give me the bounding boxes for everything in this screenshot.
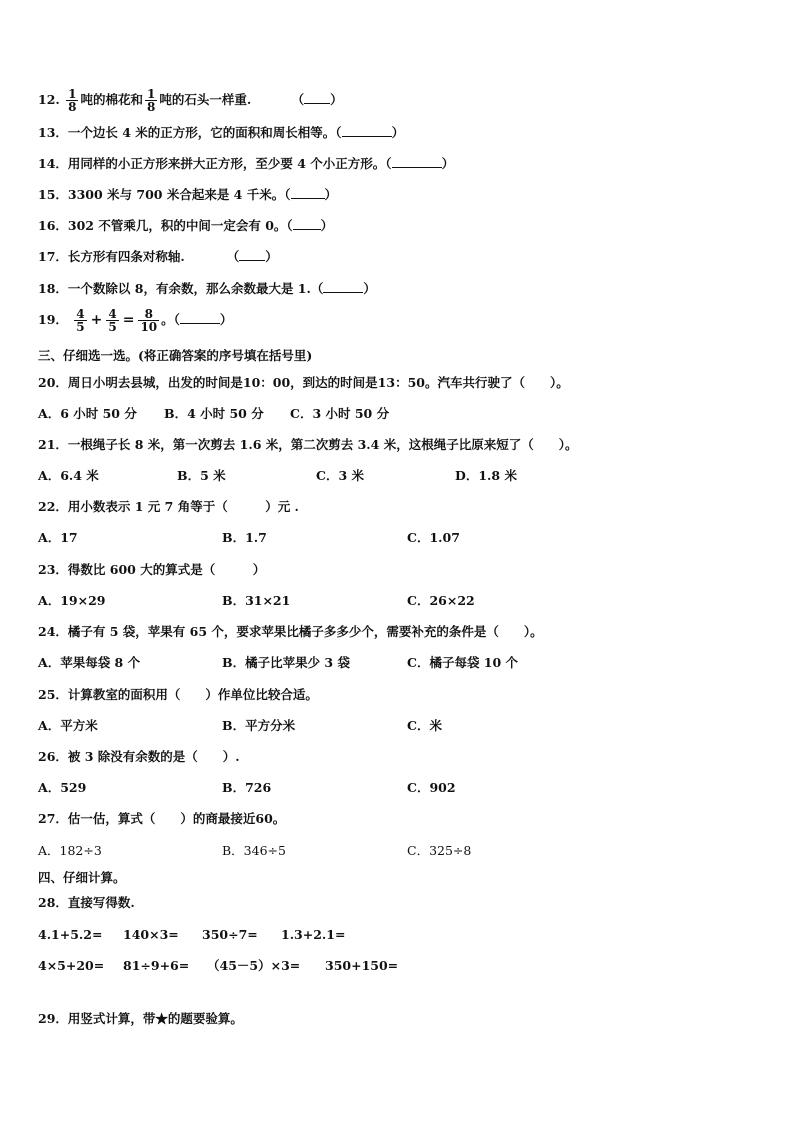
question-17: 17．长方形有四条对称轴. （ ） (38, 249, 278, 264)
option-a[interactable]: A．6.4 米 (38, 468, 99, 483)
fraction-four-fifths: $\frac{4}{5}$ (108, 307, 117, 334)
option-c[interactable]: C．3 小时 50 分 (290, 406, 390, 421)
option-b[interactable]: B．31×21 (222, 593, 291, 608)
calc-item: 1.3+2.1= (281, 927, 346, 942)
answer-blank[interactable] (342, 125, 392, 137)
answer-blank[interactable] (239, 249, 265, 261)
question-29: 29．用竖式计算，带★的题要验算。 (38, 1011, 243, 1026)
section-3-heading: 三、仔细选一选。(将正确答案的序号填在括号里) (38, 348, 313, 363)
calc-item: 81÷9+6= (123, 958, 190, 973)
option-b[interactable]: B．346÷5 (222, 843, 286, 858)
calc-item: 350+150= (325, 958, 399, 973)
calc-item: 4.1+5.2= (38, 927, 103, 942)
calc-item: 350÷7= (202, 927, 258, 942)
fraction-eight-tenths: $\frac{8}{10}$ (140, 307, 158, 334)
fraction-one-eighth: $\frac{1}{8}$ (146, 87, 156, 114)
option-c[interactable]: C．米 (407, 718, 442, 733)
option-a[interactable]: A．17 (38, 530, 78, 545)
answer-blank[interactable] (392, 156, 442, 168)
option-d[interactable]: D．1.8 米 (455, 468, 517, 483)
option-b[interactable]: B．1.7 (222, 530, 267, 545)
answer-blank[interactable] (180, 312, 220, 324)
option-b[interactable]: B．726 (222, 780, 272, 795)
question-28: 28．直接写得数. (38, 895, 135, 910)
question-21: 21．一根绳子长 8 米，第一次剪去 1.6 米，第二次剪去 3.4 米，这根绳子比原来短了（ ）。 (38, 437, 578, 452)
fraction-one-eighth: $\frac{1}{8}$ (68, 87, 77, 114)
question-26: 26．被 3 除没有余数的是（ ）. (38, 749, 240, 764)
option-a[interactable]: A．平方米 (38, 718, 98, 733)
option-a[interactable]: A．6 小时 50 分 (38, 406, 137, 421)
question-19: 19． $\frac{4}{5}$ + $\frac{4}{5}$ = $\frac{8}{10}$ 。（ ） (38, 307, 233, 334)
question-14: 14．用同样的小正方形来拼大正方形，至少要 4 个小正方形。（ ） (38, 156, 455, 171)
option-c[interactable]: C．橘子每袋 10 个 (407, 655, 519, 670)
question-22: 22．用小数表示 1 元 7 角等于（ ）元 . (38, 499, 299, 514)
option-c[interactable]: C．325÷8 (407, 843, 472, 858)
answer-blank[interactable] (291, 187, 325, 199)
fraction-four-fifths: $\frac{4}{5}$ (76, 307, 85, 334)
calc-item: 140×3= (123, 927, 179, 942)
question-15: 15．3300 米与 700 米合起来是 4 千米。（ ） (38, 187, 338, 202)
option-a[interactable]: A．19×29 (38, 593, 106, 608)
question-23: 23．得数比 600 大的算式是（ ） (38, 562, 266, 577)
option-a[interactable]: A．529 (38, 780, 87, 795)
option-c[interactable]: C．26×22 (407, 593, 475, 608)
question-27: 27．估一估，算式（ ）的商最接近60。 (38, 811, 286, 826)
option-b[interactable]: B．橘子比苹果少 3 袋 (222, 655, 350, 670)
option-b[interactable]: B．4 小时 50 分 (164, 406, 264, 421)
question-18: 18．一个数除以 8，有余数，那么余数最大是 1.（ ） (38, 281, 376, 296)
question-25: 25．计算教室的面积用（ ）作单位比较合适。 (38, 687, 318, 702)
option-c[interactable]: C．3 米 (316, 468, 364, 483)
question-24: 24．橘子有 5 袋，苹果有 65 个，要求苹果比橘子多多少个，需要补充的条件是（ ）。 (38, 624, 543, 639)
option-a[interactable]: A．苹果每袋 8 个 (38, 655, 141, 670)
question-12: 12. $\frac{1}{8}$ 吨的棉花和 $\frac{1}{8}$ 吨的石头一样重. （ ） (38, 87, 343, 114)
question-13: 13．一个边长 4 米的正方形，它的面积和周长相等。（ ） (38, 125, 405, 140)
option-b[interactable]: B．平方分米 (222, 718, 296, 733)
option-c[interactable]: C．1.07 (407, 530, 460, 545)
option-c[interactable]: C．902 (407, 780, 456, 795)
option-a[interactable]: A．182÷3 (38, 843, 102, 858)
question-20: 20．周日小明去县城，出发的时间是10：00，到达的时间是13：50。汽车共行驶了（ ）。 (38, 375, 569, 390)
question-16: 16．302 不管乘几，积的中间一定会有 0。（ ） (38, 218, 334, 233)
answer-blank[interactable] (323, 281, 363, 293)
section-4-heading: 四、仔细计算。 (38, 870, 126, 885)
answer-blank[interactable] (304, 92, 330, 104)
calc-item: （45－5）×3= (207, 958, 301, 973)
calc-item: 4×5+20= (38, 958, 105, 973)
option-b[interactable]: B．5 米 (177, 468, 226, 483)
answer-blank[interactable] (293, 218, 321, 230)
